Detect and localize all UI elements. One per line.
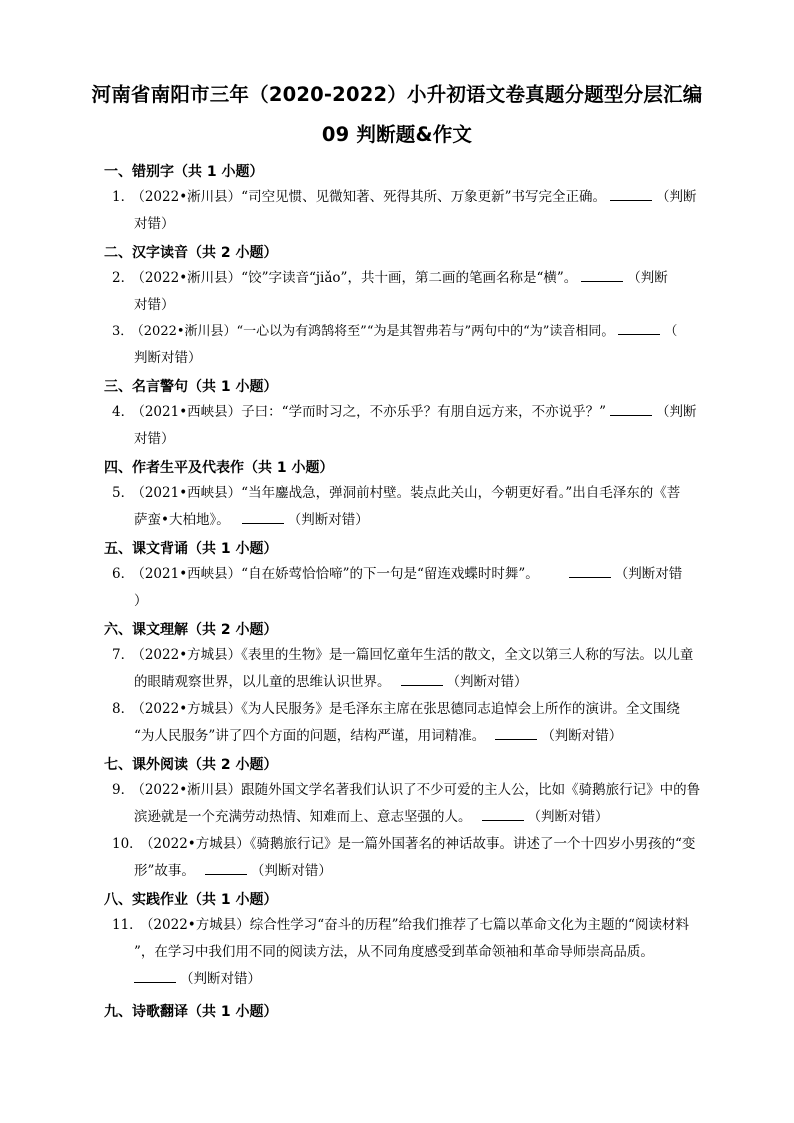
section-heading: 四、作者生平及代表作（共 1 小题） — [104, 460, 334, 476]
question-line-cont — [134, 673, 528, 691]
question-line — [112, 835, 695, 853]
document-subtitle: 09 判断题&作文 — [321, 123, 473, 146]
question-line — [112, 781, 700, 799]
question-line-cont — [134, 862, 332, 880]
question-line — [112, 700, 680, 718]
answer-blank[interactable] — [205, 862, 247, 875]
answer-blank[interactable] — [610, 403, 652, 416]
question-suffix: （判断 — [655, 189, 697, 205]
question-text-cont: 形”故事。 — [134, 863, 195, 879]
question-number: 6． — [112, 566, 135, 582]
question-number: 8． — [112, 701, 135, 717]
question-line-cont — [134, 808, 609, 826]
answer-blank[interactable] — [134, 970, 176, 983]
question-text: （2022•淅川县）“司空见惯、见微知著、死得其所、万象更新”书写完全正确。 — [138, 189, 606, 205]
question-text: （2022•淅川县）“饺”字读音“jiǎo”，共十画，第二画的笔画名称是“横”。 — [138, 270, 578, 286]
answer-blank[interactable] — [569, 565, 611, 578]
question-number: 4． — [112, 404, 135, 420]
section-heading: 五、课文背诵（共 1 小题） — [104, 541, 278, 557]
question-line-cont — [134, 970, 261, 988]
question-line — [112, 646, 693, 664]
answer-blank[interactable] — [242, 511, 284, 524]
question-suffix: （判断对错） — [287, 512, 369, 528]
question-line-cont: 对错） — [134, 216, 175, 232]
section-heading: 九、诗歌翻译（共 1 小题） — [104, 1004, 278, 1020]
question-text: （2022•淅川县）跟随外国文学名著我们认识了不少可爱的主人公，比如《骑鹅旅行记》中的鲁 — [138, 782, 701, 798]
section-heading: 一、错别字（共 1 小题） — [104, 164, 264, 180]
question-line-cont: 对错） — [134, 297, 175, 313]
answer-blank[interactable] — [581, 269, 623, 282]
section-heading: 二、汉字读音（共 2 小题） — [104, 245, 278, 261]
document-title: 河南省南阳市三年（2020-2022）小升初语文卷真题分题型分层汇编 — [91, 83, 703, 106]
question-text-cont: 的眼睛观察世界，以儿童的思维认识世界。 — [134, 674, 391, 690]
question-line — [112, 403, 696, 421]
section-heading: 八、实践作业（共 1 小题） — [104, 892, 278, 908]
question-line — [112, 484, 680, 502]
question-line — [112, 188, 696, 206]
question-suffix: （判断对错） — [541, 728, 623, 744]
section-heading: 六、课文理解（共 2 小题） — [104, 622, 278, 638]
question-suffix: （判断对错 — [614, 566, 683, 582]
question-line-cont — [134, 511, 369, 529]
question-text-cont: 萨蛮•大柏地》。 — [134, 512, 230, 528]
answer-blank[interactable] — [610, 188, 652, 201]
question-text-cont: 滨逊就是一个充满劳动热情、知难而上、意志坚强的人。 — [134, 809, 472, 825]
question-number: 10． — [112, 836, 143, 852]
question-line — [112, 565, 682, 583]
question-suffix: （判断对错） — [527, 809, 609, 825]
question-line-cont: 判断对错） — [134, 350, 202, 366]
question-line-cont: 对错） — [134, 431, 175, 447]
question-text: （2021•西峡县）子曰：“学而时习之，不亦乐乎？有朋自远方来，不亦说乎？” — [138, 404, 606, 420]
answer-blank[interactable] — [495, 727, 537, 740]
question-line — [112, 322, 677, 341]
question-text: （2022•淅川县）“一心以为有鸿鹄将至”“为是其智弗若与”两句中的“为”读音相同。 — [137, 324, 615, 339]
question-suffix: （判断对错） — [250, 863, 332, 879]
question-suffix: （判断对错） — [180, 971, 261, 987]
question-number: 3． — [112, 324, 134, 339]
question-text: （2021•西峡县）“当年鏖战急，弹洞前村壁。装点此关山，今朝更好看。”出自毛泽东的《菩 — [138, 485, 681, 501]
question-line-cont: ） — [134, 593, 148, 609]
question-text: （2021•西峡县）“自在娇莺恰恰啼”的下一句是“留连戏蝶时时舞”。 — [138, 566, 539, 582]
answer-blank[interactable] — [618, 322, 660, 335]
question-number: 2． — [112, 270, 135, 286]
question-line — [112, 269, 668, 287]
question-number: 1． — [112, 189, 135, 205]
question-number: 7． — [112, 647, 135, 663]
question-text: （2022•方城县）《表里的生物》是一篇回忆童年生活的散文，全文以第三人称的写法。以儿童 — [138, 647, 694, 663]
section-heading: 七、课外阅读（共 2 小题） — [104, 757, 278, 773]
question-line — [112, 916, 689, 934]
question-line-cont: ”，在学习中我们用不同的阅读方法，从不同角度感受到革命领袖和革命导师崇高品质。 — [134, 944, 654, 960]
question-suffix: （判断 — [627, 270, 668, 286]
question-suffix: （ — [664, 324, 678, 339]
question-text: （2022•方城县）综合性学习“奋斗的历程”给我们推荐了七篇以革命文化为主题的“阅读材料 — [146, 917, 689, 933]
question-number: 9． — [112, 782, 135, 798]
question-suffix: （判断 — [655, 404, 697, 420]
question-line-cont — [134, 727, 622, 745]
question-suffix: （判断对错） — [446, 674, 528, 690]
question-number: 11． — [112, 917, 143, 933]
question-text: （2022•方城县）《骑鹅旅行记》是一篇外国著名的神话故事。讲述了一个十四岁小男孩的“变 — [146, 836, 696, 852]
question-number: 5． — [112, 485, 135, 501]
answer-blank[interactable] — [482, 808, 524, 821]
question-text-cont: “为人民服务”讲了四个方面的问题，结构严谨，用词精准。 — [134, 728, 486, 744]
answer-blank[interactable] — [401, 673, 443, 686]
section-heading: 三、名言警句（共 1 小题） — [104, 379, 278, 395]
question-text: （2022•方城县）《为人民服务》是毛泽东主席在张思德同志追悼会上所作的演讲。全文围绕 — [138, 701, 680, 717]
